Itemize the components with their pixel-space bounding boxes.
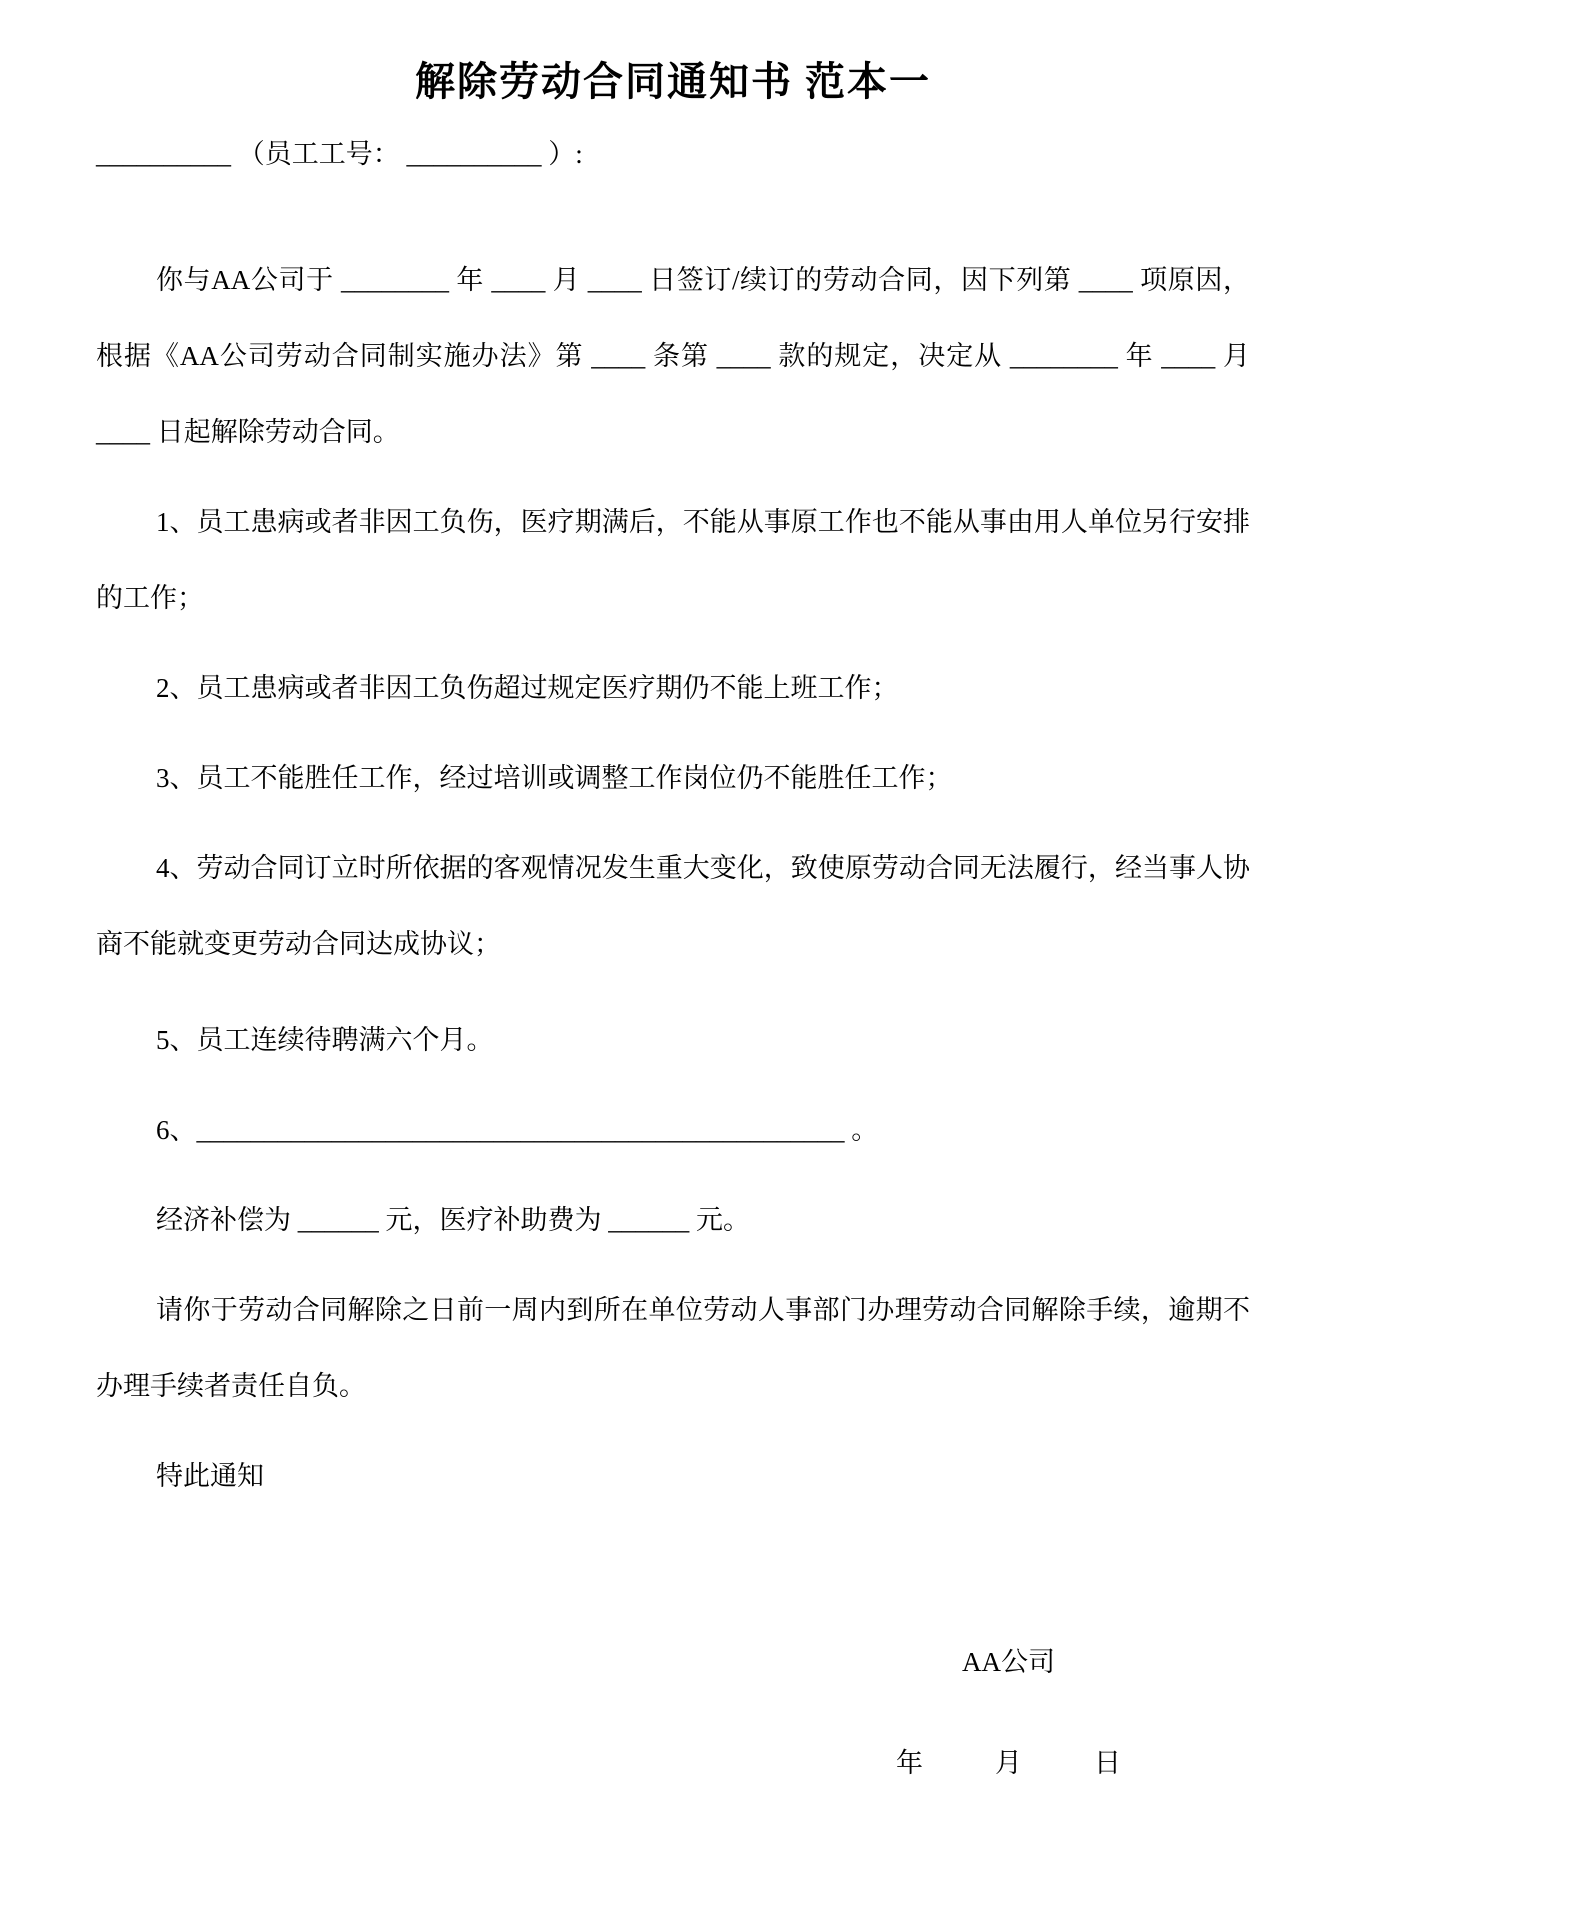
salutation-line: __________ （员工工号： __________ ）: <box>96 139 583 169</box>
intro-paragraph: 你与AA公司于 ________ 年 ____ 月 ____ 日签订/续订的劳动合同，因下列第 ____ 项原因，根据《AA公司劳动合同制实施办法》第 ____ 条第 ____ 款的规定，决定从 ________ 年 ____ 月 ____ 日起解除劳动合同。 <box>96 265 1250 447</box>
closing-line: 特此通知 <box>156 1461 264 1491</box>
notice-paragraph: 请你于劳动合同解除之日前一周内到所在单位劳动人事部门办理劳动合同解除手续，逾期不办理手续者责任自负。 <box>96 1295 1250 1401</box>
reason-item-3: 3、员工不能胜任工作，经过培训或调整工作岗位仍不能胜任工作； <box>156 763 953 793</box>
reason-item-1: 1、员工患病或者非因工负伤，医疗期满后，不能从事原工作也不能从事由用人单位另行安排的工作； <box>96 507 1250 613</box>
compensation-line: 经济补偿为 ______ 元，医疗补助费为 ______ 元。 <box>156 1205 750 1235</box>
signature-company: AA公司 <box>962 1647 1055 1677</box>
reason-item-4: 4、劳动合同订立时所依据的客观情况发生重大变化，致使原劳动合同无法履行，经当事人协商不能就变更劳动合同达成协议； <box>96 853 1250 959</box>
signature-date-line: 年 月 日 <box>896 1748 1127 1778</box>
document-page <box>0 58 1587 1801</box>
document-title: 解除劳动合同通知书 范本一 <box>415 59 931 104</box>
reason-item-2: 2、员工患病或者非因工负伤超过规定医疗期仍不能上班工作； <box>156 673 899 703</box>
reason-item-5: 5、员工连续待聘满六个月。 <box>156 1025 494 1055</box>
reason-item-6-blank: 6、________________________________________________ 。 <box>156 1115 879 1145</box>
